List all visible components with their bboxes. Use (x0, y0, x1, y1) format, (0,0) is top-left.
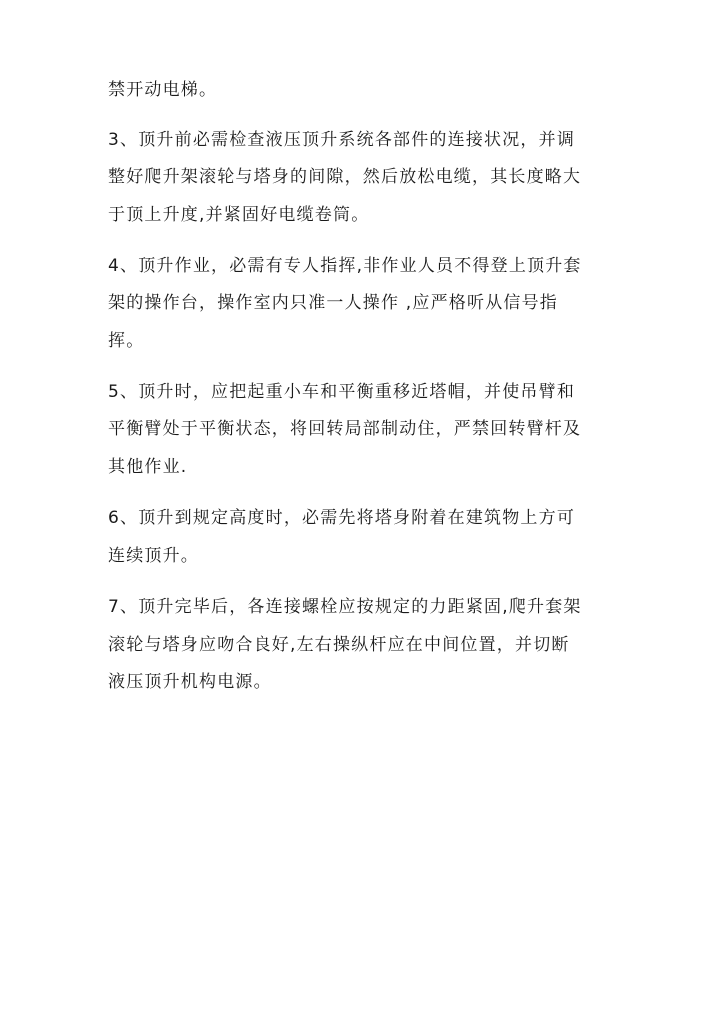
text-line: 平衡臂处于平衡状态，将回转局部制动住，严禁回转臂杆及 (108, 419, 582, 439)
text-line: 禁开动电梯。 (108, 80, 218, 100)
text-line: 3、顶升前必需检查液压顶升系统各部件的连接状况，并调 (108, 130, 576, 150)
text-line: 其他作业. (108, 457, 188, 477)
text-line: 挥。 (108, 331, 145, 351)
text-line: 4、顶升作业，必需有专人指挥,非作业人员不得登上顶升套 (108, 256, 582, 276)
text-line: 6、顶升到规定高度时，必需先将塔身附着在建筑物上方可 (108, 508, 576, 528)
text-line: 5、顶升时，应把起重小车和平衡重移近塔帽，并使吊臂和 (108, 382, 576, 402)
text-line: 架的操作台，操作室内只准一人操作 ,应严格听从信号指 (108, 293, 559, 313)
text-line: 7、顶升完毕后，各连接螺栓应按规定的力距紧固,爬升套架 (108, 597, 582, 617)
text-line: 滚轮与塔身应吻合良好,左右操纵杆应在中间位置，并切断 (108, 635, 570, 655)
text-line: 连续顶升。 (108, 546, 199, 566)
text-line: 整好爬升架滚轮与塔身的间隙，然后放松电缆，其长度略大 (108, 167, 582, 187)
text-line: 液压顶升机构电源。 (108, 672, 272, 692)
text-line: 于顶上升度,并紧固好电缆卷筒。 (108, 205, 370, 225)
